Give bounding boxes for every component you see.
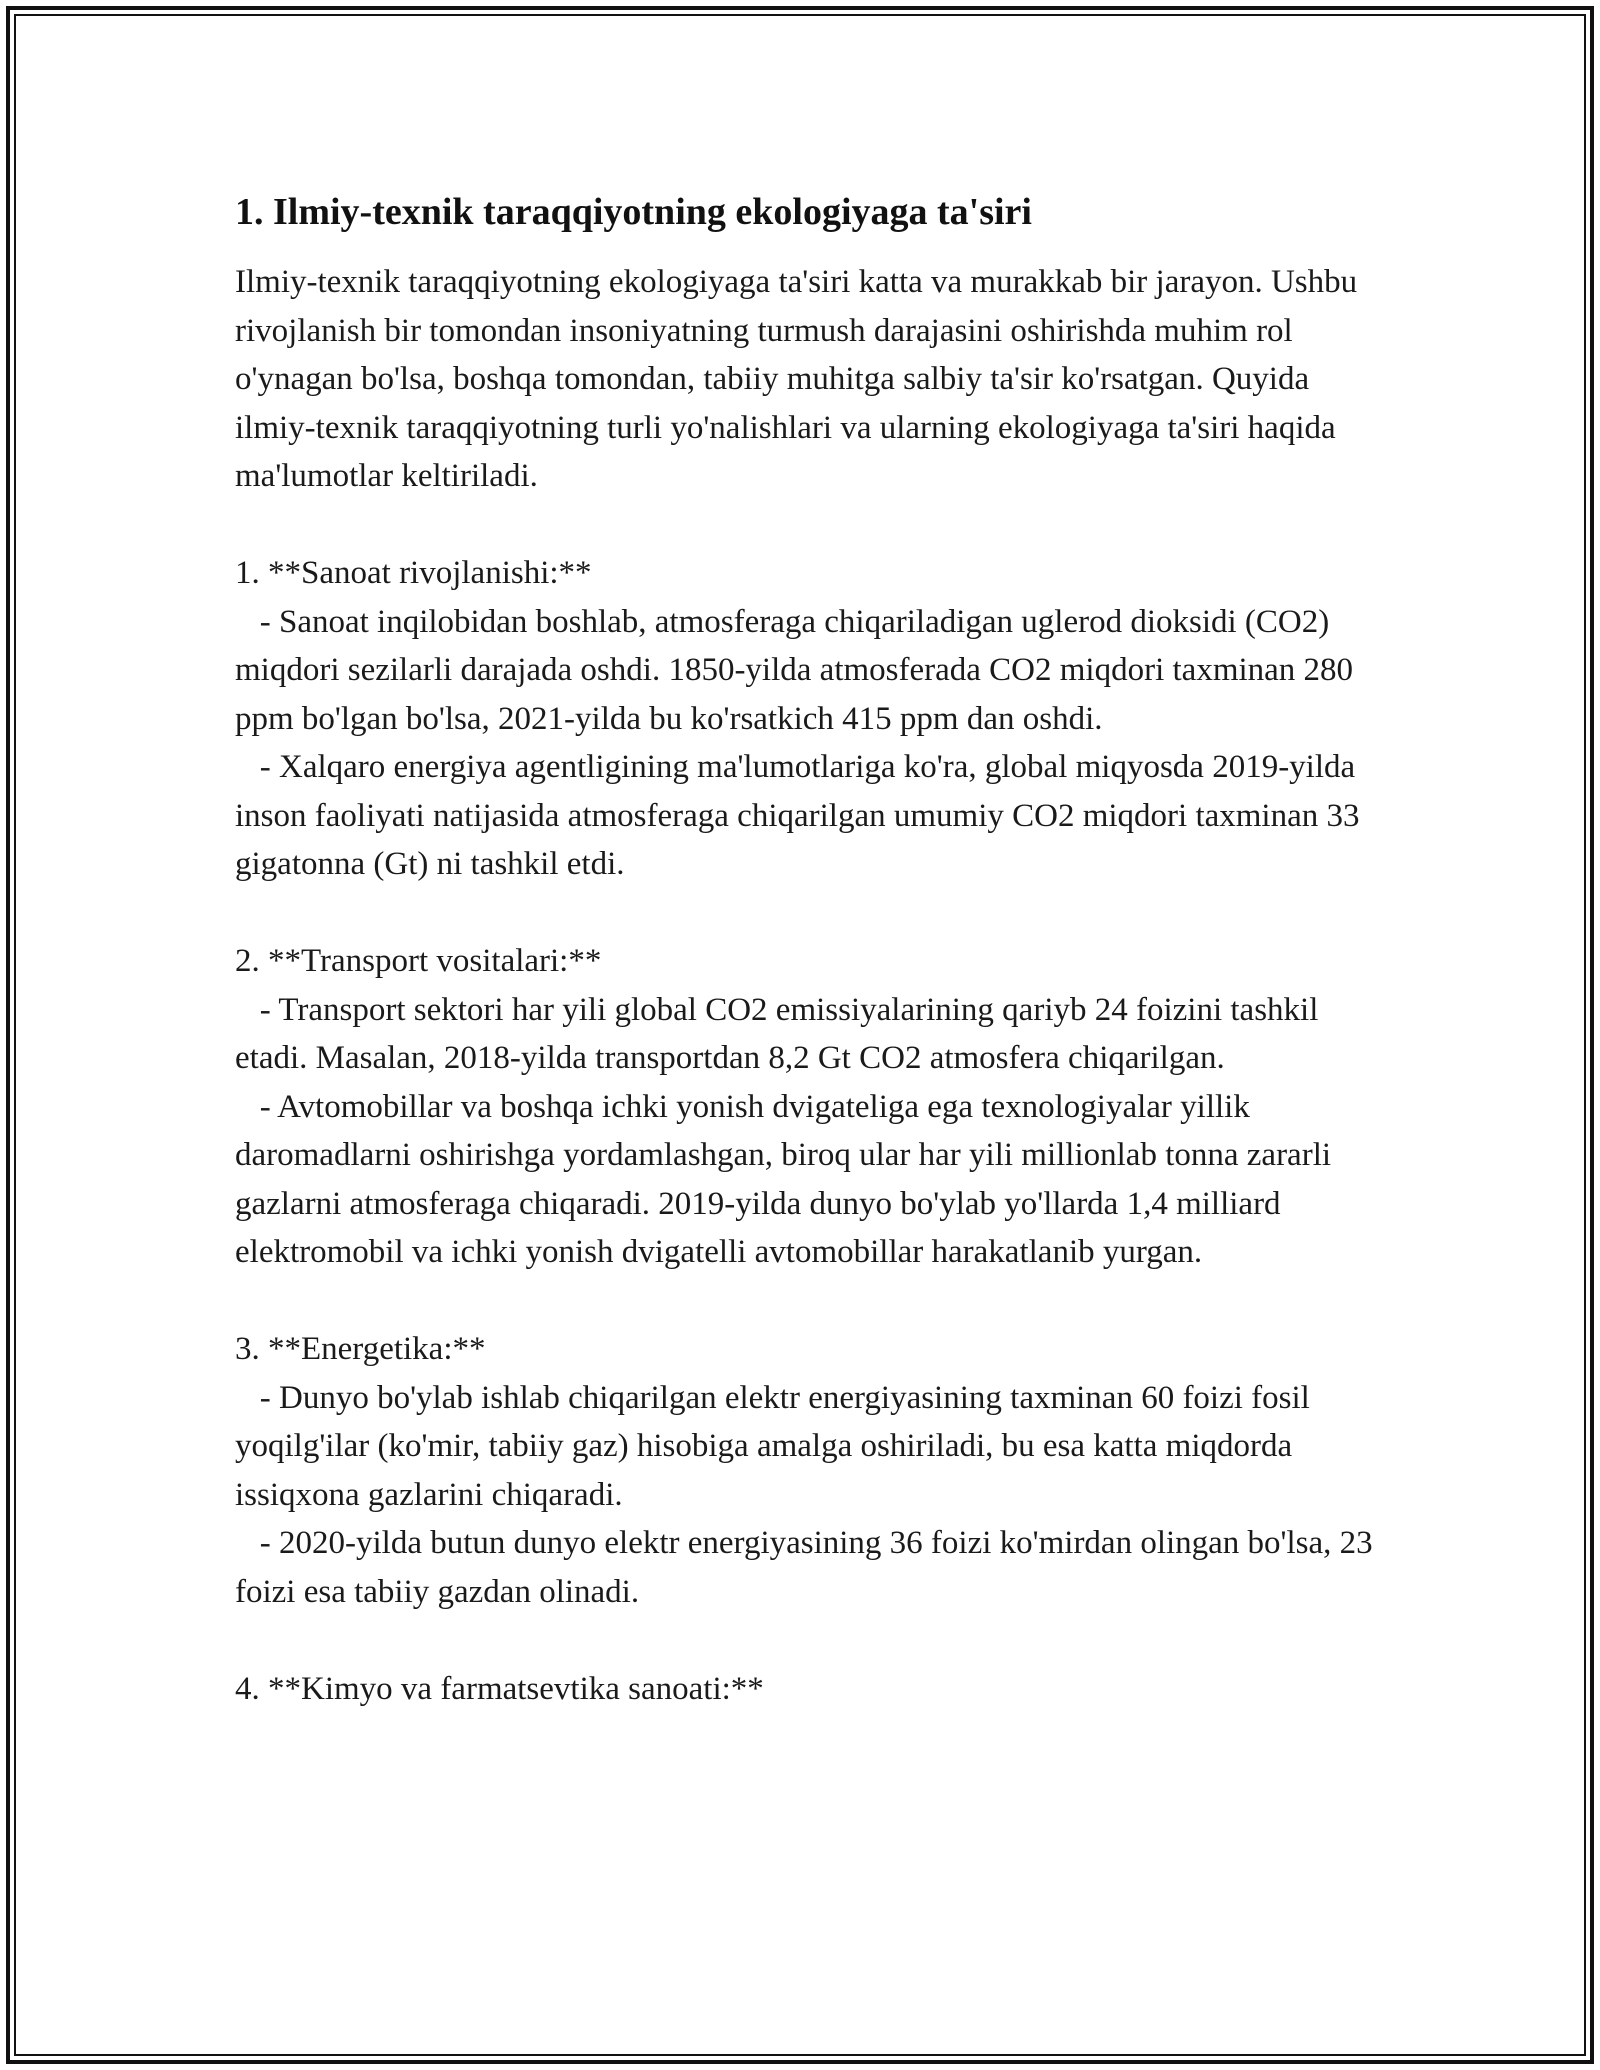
document-body xyxy=(235,188,1381,1762)
section-industry xyxy=(235,549,1375,889)
document-heading: 1. Ilmiy-texnik taraqqiyotning ekologiyaga ta'siri xyxy=(235,191,1032,233)
section-title: 1. **Sanoat rivojlanishi:** xyxy=(235,555,592,591)
section-energy xyxy=(235,1325,1381,1616)
bullet-paragraph: - Xalqaro energiya agentligining ma'lumotlariga ko'ra, global miqyosda 2019-yilda inson faoliyati natijasida atmosferaga chiqarilgan umumiy CO2 miqdori taxminan 33 gigatonna (Gt) ni tashkil etdi. xyxy=(235,749,1368,882)
section-title: 3. **Energetika:** xyxy=(235,1331,486,1367)
bullet-paragraph: - 2020-yilda butun dunyo elektr energiyasining 36 foizi ko'mirdan olingan bo'lsa, 23 foizi esa tabiiy gazdan olinadi. xyxy=(235,1525,1381,1610)
section-chemistry xyxy=(235,1665,1375,1714)
bullet-paragraph: - Transport sektori har yili global CO2 emissiyalarining qariyb 24 foizini tashkil etadi. Masalan, 2018-yilda transportdan 8,2 Gt CO2 atmosfera chiqarilgan. xyxy=(235,991,1327,1076)
section-title: 4. **Kimyo va farmatsevtika sanoati:** xyxy=(235,1670,764,1707)
bullet-paragraph: - Dunyo bo'ylab ishlab chiqarilgan elektr energiyasining taxminan 60 foizi fosil yoqilg'ilar (ko'mir, tabiiy gaz) hisobiga amalga oshiriladi, bu esa katta miqdorda issiqxona gazlarini chiqaradi. xyxy=(235,1379,1319,1513)
bullet-paragraph: - Sanoat inqilobidan boshlab, atmosferaga chiqariladigan uglerod dioksidi (CO2) miqdori sezilarli darajada oshdi. 1850-yilda atmosferada CO2 miqdori taxminan 280 ppm bo'lgan bo'lsa, 2021-yilda bu ko'rsatkich 415 ppm dan oshdi. xyxy=(235,603,1362,737)
intro-paragraph: Ilmiy-texnik taraqqiyotning ekologiyaga ta'siri katta va murakkab bir jarayon. Ushbu rivojlanish bir tomondan insoniyatning turmush darajasini oshirishda muhim rol o'ynagan bo'lsa, boshqa tomondan, tabiiy muhitga salbiy ta'sir ko'rsatgan. Quyida ilmiy-texnik taraqqiyotning turli yo'nalishlari va ularning ekologiyaga ta'siri haqida ma'lumotlar keltiriladi. xyxy=(235,264,1358,494)
bullet-paragraph: - Avtomobillar va boshqa ichki yonish dvigateliga ega texnologiyalar yillik daromadlarni oshirishga yordamlashgan, biroq ular har yili millionlab tonna zararli gazlarni atmosferaga chiqaradi. 2019-yilda dunyo bo'ylab yo'llarda 1,4 milliard elektromobil va ichki yonish dvigatelli avtomobillar harakatlanib yurgan. xyxy=(235,1088,1340,1270)
section-title: 2. **Transport vositalari:** xyxy=(235,943,602,979)
section-transport xyxy=(235,937,1375,1277)
